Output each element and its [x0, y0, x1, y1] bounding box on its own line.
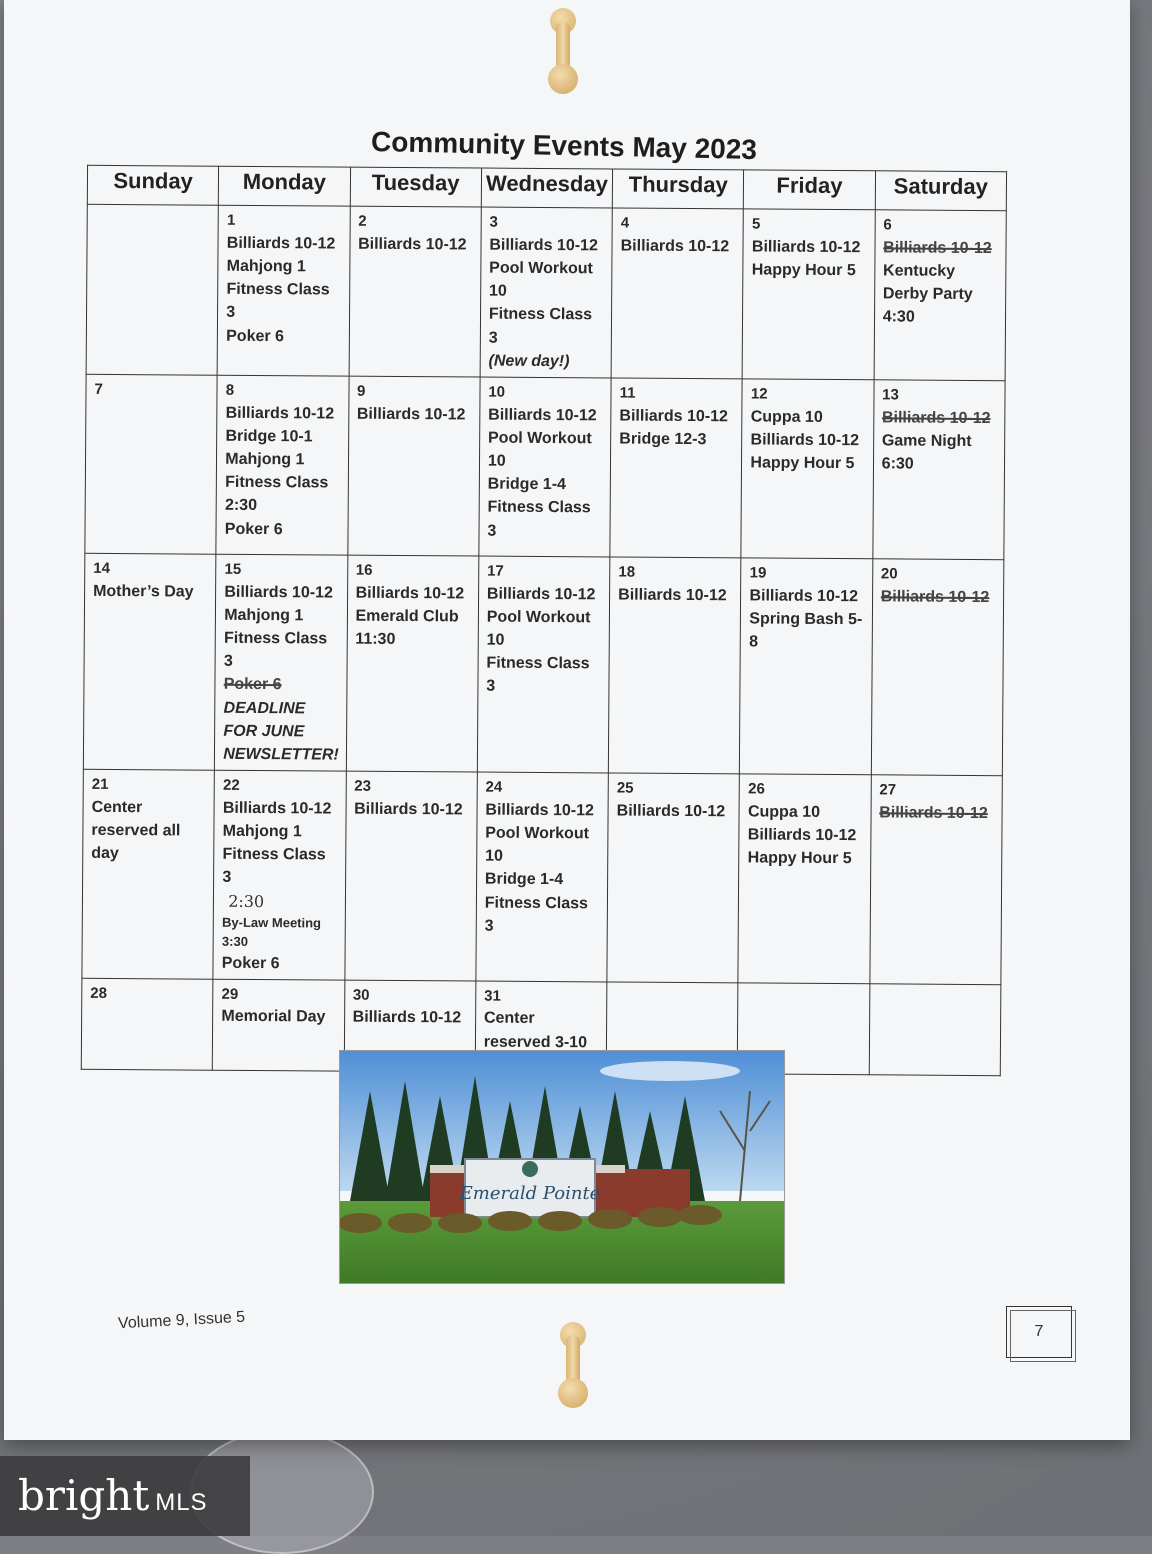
weekday-header [87, 165, 1006, 210]
event-item: Bridge 1-4 [487, 475, 567, 494]
event-item: Fitness Class 3 [488, 305, 593, 347]
day-number: 4 [620, 214, 630, 232]
event-item: DEADLINE FOR JUNE NEWSLETTER! [223, 699, 339, 764]
event-item: (New day!) [488, 352, 570, 370]
event-item: Mother’s Day [93, 582, 194, 601]
day-cell [479, 377, 612, 557]
event-item: Billiards 10-12 [222, 799, 332, 818]
event-item: Billiards 10-12 [486, 585, 596, 603]
event-item: Fitness Class 3 [487, 498, 591, 540]
week-row [82, 769, 1002, 984]
event-item: Billiards 10-12 [488, 406, 597, 424]
day-number [878, 988, 992, 989]
event-item: Billiards 10-12 [358, 235, 467, 254]
day-number: 14 [93, 559, 111, 577]
event-item: Billiards 10-12 [751, 238, 861, 256]
day-number: 5 [752, 215, 761, 233]
emerald-pointe-sign-image [340, 1051, 784, 1283]
weekday-monday: Monday [219, 166, 351, 206]
day-cell [346, 555, 479, 772]
events-calendar [81, 165, 1007, 1051]
brightmls-watermark [0, 1456, 250, 1536]
event-item: Bridge 12-3 [619, 430, 707, 448]
event-item: Happy Hour 5 [750, 454, 855, 473]
weekday-tuesday: Tuesday [350, 167, 482, 207]
event-item: Billiards 10-12 [224, 583, 333, 602]
watermark-suffix: MLS [155, 1489, 208, 1516]
event-item: Memorial Day [221, 1008, 326, 1026]
watermark-brand: bright [18, 1471, 150, 1520]
event-item: By-Law Meeting 3:30 [221, 914, 322, 949]
week-row [86, 204, 1006, 380]
entrance-photo [339, 1050, 785, 1284]
day-number: 17 [487, 562, 504, 580]
event-item: Fitness Class 3 [226, 280, 330, 322]
event-item: Fitness Class 3 [484, 894, 588, 935]
day-number: 29 [221, 985, 239, 1003]
day-number: 28 [90, 984, 108, 1002]
day-number: 31 [484, 987, 501, 1005]
day-cell [610, 378, 743, 558]
day-cell [477, 556, 610, 773]
day-number: 7 [94, 380, 103, 398]
event-item: Poker 6 [224, 520, 283, 538]
event-item: Billiards 10-12 [881, 408, 991, 427]
day-number [747, 987, 861, 988]
day-cell [216, 375, 349, 555]
day-cell [213, 979, 345, 1071]
day-cell [874, 210, 1006, 381]
day-number: 25 [616, 779, 634, 797]
day-cell [607, 773, 740, 982]
event-item: Mahjong 1 [224, 606, 304, 625]
day-cell [611, 208, 743, 379]
day-number: 10 [488, 383, 506, 401]
day-number: 19 [749, 564, 767, 582]
day-cell [476, 772, 609, 981]
day-number: 2 [358, 212, 367, 230]
day-number: 21 [91, 775, 109, 794]
weekday-saturday: Saturday [875, 171, 1007, 211]
newsletter-page [4, 0, 1130, 1440]
day-cell [344, 771, 477, 980]
weekday-thursday: Thursday [612, 169, 744, 209]
day-cell [741, 379, 874, 559]
day-cell [349, 206, 481, 377]
day-number: 26 [748, 780, 765, 798]
event-item: Billiards 10-12 [749, 587, 859, 605]
day-number: 12 [750, 385, 768, 403]
event-item: Game Night 6:30 [881, 432, 972, 473]
handwritten-time: 2:30 [228, 891, 265, 911]
event-item: Mahjong 1 [225, 450, 305, 469]
day-number: 24 [485, 778, 503, 796]
event-item: Billiards 10-12 [356, 405, 466, 424]
day-cell [743, 209, 875, 380]
day-cell [215, 554, 348, 771]
calendar-table [81, 165, 1007, 1076]
day-number: 9 [357, 382, 366, 400]
week-row [85, 374, 1005, 559]
event-item: Mahjong 1 [222, 822, 302, 841]
event-item: Cuppa 10 [747, 803, 821, 821]
sign-text: Emerald Pointe [459, 1183, 601, 1204]
day-cell [81, 978, 213, 1070]
day-cell [217, 205, 349, 376]
event-item: Billiards 10-12 [355, 584, 465, 603]
event-item: Cuppa 10 [750, 408, 823, 426]
event-item: Billiards 10-12 [616, 802, 726, 821]
day-number: 13 [882, 386, 899, 404]
event-item: Pool Workout 10 [485, 824, 590, 865]
day-number: 16 [355, 561, 373, 579]
event-item: Emerald Club 11:30 [355, 607, 459, 648]
event-item: Center reserved 3-10 [483, 1010, 588, 1051]
day-number: 30 [352, 986, 370, 1004]
event-item: Happy Hour 5 [751, 261, 856, 280]
day-number [96, 209, 210, 210]
weekday-sunday: Sunday [87, 165, 219, 205]
weekday-friday: Friday [744, 170, 876, 210]
event-item: Billiards 10-12 [489, 236, 598, 255]
event-item: Fitness Class 2:30 [224, 473, 329, 515]
event-item: Center reserved all day [91, 798, 181, 863]
day-cell [85, 374, 218, 554]
day-number: 1 [226, 211, 236, 229]
day-number: 11 [619, 384, 636, 402]
event-item: Fitness Class 3 [486, 654, 590, 696]
event-item: Poker 6 [221, 954, 280, 972]
event-item: Happy Hour 5 [747, 849, 852, 868]
event-item: Bridge 10-1 [225, 427, 313, 446]
top-push-pin [546, 8, 580, 92]
day-number: 22 [222, 776, 240, 795]
day-number: 18 [618, 563, 636, 581]
event-item: Billiards 10-12 [620, 237, 730, 256]
day-cell [86, 204, 218, 375]
day-cell [873, 380, 1006, 560]
day-number: 6 [883, 216, 892, 234]
event-item: Billiards 10-12 [485, 801, 594, 820]
event-item: Billiards 10-12 [747, 826, 857, 845]
day-number: 3 [489, 213, 498, 231]
event-item: Billiards 10-12 [352, 1009, 462, 1027]
day-number: 27 [879, 781, 897, 799]
event-item: Bridge 1-4 [484, 871, 564, 889]
week-row [83, 553, 1003, 776]
day-cell [870, 775, 1003, 984]
event-item: Billiards 10-12 [883, 239, 992, 257]
day-cell [740, 558, 873, 775]
day-number: 23 [354, 777, 372, 795]
day-cell [82, 769, 215, 978]
day-number: 15 [224, 560, 242, 578]
day-cell [869, 983, 1001, 1075]
event-item: Fitness Class 3 [223, 629, 328, 671]
volume-issue: Volume 9, Issue 5 [117, 1308, 246, 1333]
day-cell [83, 553, 216, 770]
day-cell [480, 207, 612, 378]
event-item: Billiards 10-12 [354, 800, 463, 819]
event-item: Fitness Class 3 [222, 846, 326, 887]
event-item: Pool Workout 10 [486, 608, 591, 649]
event-item: Billiards 10-12 [619, 407, 729, 425]
day-cell [738, 774, 871, 983]
event-item: Billiards 10-12 [750, 431, 860, 450]
event-item: Billiards 10-12 [226, 234, 336, 253]
event-item: Billiards 10-12 [225, 404, 335, 423]
event-item: Billiards 10-12 [618, 586, 727, 604]
event-item: Pool Workout 10 [487, 429, 592, 470]
day-number: 8 [225, 381, 235, 399]
event-item: Poker 6 [223, 676, 282, 694]
event-item: Mahjong 1 [226, 257, 306, 276]
event-item: Kentucky Derby Party 4:30 [882, 262, 973, 326]
weekday-wednesday: Wednesday [481, 168, 613, 208]
day-cell [608, 557, 741, 774]
day-cell [347, 376, 480, 556]
event-item: Poker 6 [226, 327, 285, 345]
event-item: Billiards 10-12 [880, 587, 990, 606]
event-item: Pool Workout 10 [488, 259, 593, 300]
event-item: Billiards 10-12 [879, 804, 988, 822]
day-cell [871, 559, 1004, 776]
page-number: 7 [1006, 1306, 1072, 1358]
day-number [615, 986, 729, 987]
event-item: Spring Bash 5-8 [749, 610, 863, 651]
day-number: 20 [880, 565, 898, 583]
bottom-push-pin [556, 1322, 590, 1406]
day-cell [213, 770, 346, 979]
page-title: Community Events May 2023 [370, 125, 758, 166]
